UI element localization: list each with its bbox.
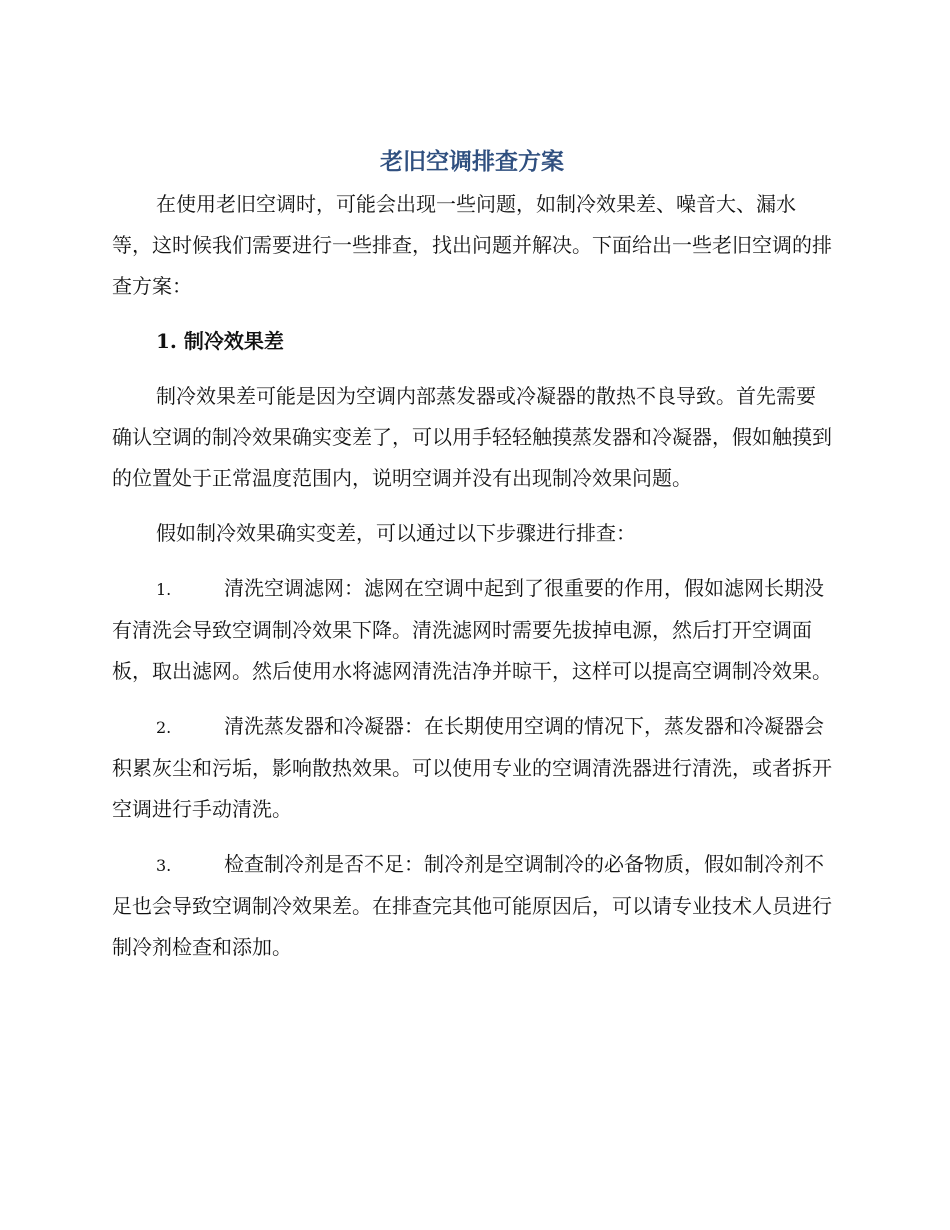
list-item-number: 1. (156, 580, 172, 599)
steps-intro-paragraph: 假如制冷效果确实变差，可以通过以下步骤进行排查： (156, 521, 636, 545)
list-item (112, 568, 832, 692)
list-item-number: 2. (156, 718, 172, 737)
list-item-text: 检查制冷剂是否不足：制冷剂是空调制冷的必备物质，假如制冷剂不足也会导致空调制冷效果差。在排查完其他可能原因后，可以请专业技术人员进行制冷剂检查和添加。 (112, 852, 832, 959)
document-title: 老旧空调排查方案 (380, 149, 564, 175)
list-item (112, 706, 832, 830)
list-item-text: 清洗蒸发器和冷凝器：在长期使用空调的情况下，蒸发器和冷凝器会积累灰尘和污垢，影响散热效果。可以使用专业的空调清洗器进行清洗，或者拆开空调进行手动清洗。 (112, 714, 832, 821)
intro-paragraph: 在使用老旧空调时，可能会出现一些问题，如制冷效果差、噪音大、漏水等，这时候我们需要进行一些排查，找出问题并解决。下面给出一些老旧空调的排查方案： (112, 192, 832, 298)
list-item-text: 清洗空调滤网：滤网在空调中起到了很重要的作用，假如滤网长期没有清洗会导致空调制冷效果下降。清洗滤网时需要先拔掉电源，然后打开空调面板，取出滤网。然后使用水将滤网清洗洁净并晾干，这样可以提高空调制冷效果。 (112, 576, 832, 683)
list-item-number: 3. (156, 856, 172, 875)
document-page (112, 140, 832, 968)
section-heading: 1. 制冷效果差 (156, 329, 284, 353)
section-paragraph: 制冷效果差可能是因为空调内部蒸发器或冷凝器的散热不良导致。首先需要确认空调的制冷效果确实变差了，可以用手轻轻触摸蒸发器和冷凝器，假如触摸到的位置处于正常温度范围内，说明空调并没有出现制冷效果问题。 (112, 384, 832, 490)
list-item (112, 844, 832, 968)
